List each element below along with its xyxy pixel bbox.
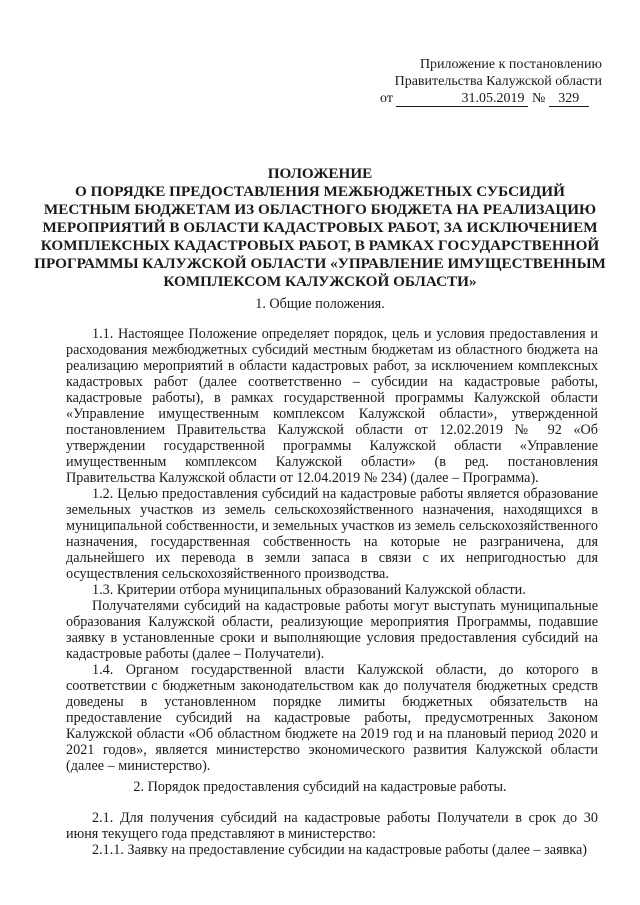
title-line: КОМПЛЕКСОМ КАЛУЖСКОЙ ОБЛАСТИ» (163, 273, 477, 290)
decree-number: 329 (549, 92, 589, 107)
paragraph-1-1: 1.1. Настоящее Положение определяет порядок, цель и условия предоставления и расходования межбюджетных субсидий местным бюджетам из областного бюджета на реализацию мероприятий в области кадастровых работ, за исключением комплексных кадастровых работ (далее соответственно – субсидии на кадастровые работы, кадастровые работы), в рамках государственной программы Калужской области «Управление имущественным комплексом Калужской области», утвержденной постановлением Правительства Калужской области от 12.02.2019 № 92 «Об утверждении государственной программы Калужской области «Управление имущественным комплексом Калужской области» (в ред. постановления Правительства Калужской области от 12.04.2019 № 234) (далее – Программа). (66, 326, 598, 486)
from-label: от (380, 91, 393, 106)
government-line: Правительства Калужской области (394, 74, 602, 89)
number-label: № (531, 91, 546, 106)
document-title (30, 165, 610, 291)
title-line: ПРОГРАММЫ КАЛУЖСКОЙ ОБЛАСТИ «УПРАВЛЕНИЕ ИМУЩЕСТВЕННЫМ (34, 255, 606, 272)
title-line: ПОЛОЖЕНИЕ (267, 165, 373, 182)
section-2-heading: 2. Порядок предоставления субсидий на кадастровые работы. (133, 779, 507, 795)
paragraph-1-3-recipients: Получателями субсидий на кадастровые работы могут выступать муниципальные образования Калужской области, реализующие мероприятия Программы, подавшие заявку в установленные сроки и выполняющие условия предоставления субсидий на кадастровые работы (далее – Получатели). (66, 598, 598, 662)
appendix-header (380, 56, 602, 107)
decree-date: 31.05.2019 (396, 92, 528, 107)
section-1-heading: 1. Общие положения. (255, 296, 385, 312)
paragraph-1-3: 1.3. Критерии отбора муниципальных образований Калужской области. (92, 582, 526, 598)
title-line: О ПОРЯДКЕ ПРЕДОСТАВЛЕНИЯ МЕЖБЮДЖЕТНЫХ СУБСИДИЙ (75, 183, 565, 200)
section-1-body (66, 326, 598, 774)
title-line: МЕРОПРИЯТИЙ В ОБЛАСТИ КАДАСТРОВЫХ РАБОТ, ЗА ИСКЛЮЧЕНИЕМ (42, 219, 598, 236)
title-line: КОМПЛЕКСНЫХ КАДАСТРОВЫХ РАБОТ, В РАМКАХ ГОСУДАРСТВЕННОЙ (40, 237, 600, 254)
paragraph-2-1: 2.1. Для получения субсидий на кадастровые работы Получатели в срок до 30 июня текущего года представляют в министерство: (66, 810, 598, 842)
section-2-body (66, 810, 598, 858)
appendix-line: Приложение к постановлению (419, 57, 602, 72)
paragraph-2-1-1: 2.1.1. Заявку на предоставление субсидии на кадастровые работы (далее – заявка) (92, 842, 587, 858)
paragraph-1-4: 1.4. Органом государственной власти Калужской области, до которого в соответствии с бюджетным законодательством как до получателя бюджетных средств доведены в установленном порядке лимиты бюджетных обязательств на предоставление субсидий на кадастровые работы, предусмотренных Законом Калужской области «Об областном бюджете на 2019 год и на плановый период 2020 и 2021 годов», является министерство экономического развития Калужской области (далее – министерство). (66, 662, 598, 774)
title-line: МЕСТНЫМ БЮДЖЕТАМ ИЗ ОБЛАСТНОГО БЮДЖЕТА НА РЕАЛИЗАЦИЮ (43, 201, 597, 218)
decree-line (380, 90, 602, 107)
paragraph-1-2: 1.2. Целью предоставления субсидий на кадастровые работы является образование земельных участков из земель сельскохозяйственного назначения, находящихся в муниципальной собственности, и земельных участков из земель сельскохозяйственного назначения, государственная собственность на которые не разграничена, для дальнейшего их перевода в земли запаса в связи с их непригодностью для осуществления сельскохозяйственного производства. (66, 486, 598, 582)
